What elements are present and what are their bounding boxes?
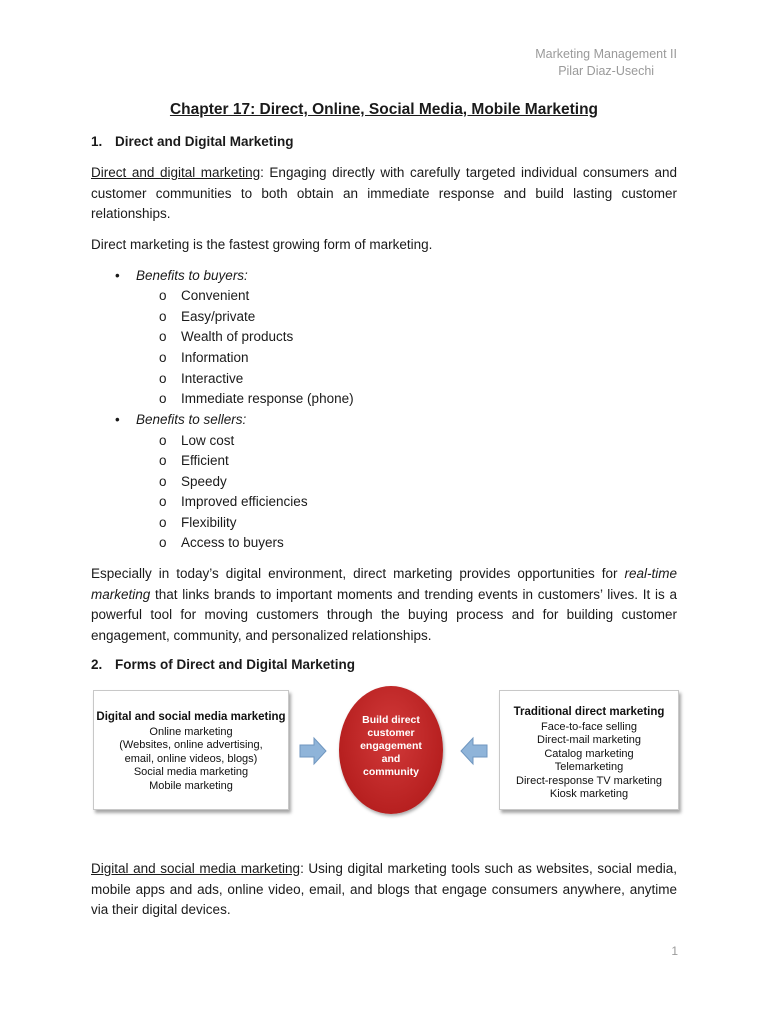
section-2-title: Forms of Direct and Digital Marketing [115,657,356,672]
sub-bullet-icon: o [159,535,167,550]
section-1-title: Direct and Digital Marketing [115,134,294,149]
sub-bullet-icon: o [159,371,167,386]
sub-bullet-icon: o [159,494,167,509]
real-time-marketing-term: real-time marketing [91,566,677,602]
fastest-growing-statement: Direct marketing is the fastest growing form of marketing. [91,237,433,252]
sub-bullet-icon: o [159,453,167,468]
circle-line: community [362,766,419,778]
sub-bullet-icon: o [159,515,167,530]
box-line: Direct-mail marketing [537,734,641,746]
box-line: Telemarketing [554,761,624,773]
chapter-title: Chapter 17: Direct, Online, Social Media, Mobile Marketing [169,101,599,118]
section-1-number: 1. [91,134,103,149]
bullet-dot-icon: • [115,268,120,283]
circle-line: Build direct [362,714,420,726]
sub-bullet-icon: o [159,309,167,324]
sub-bullet-icon: o [159,350,167,365]
definition-text: : Using digital marketing tools such as websites, social media, mobile apps and ads, online video, email, and blogs that engage consumers anywhere, anytime via their digital devices. [91,861,677,917]
section-2-heading [91,657,356,672]
document-page: Marketing Management II Pilar Diaz-Usechi Chapter 17: Direct, Online, Social Media, Mobile Marketing 1. Direct and Digital Marketing Direct and digital marketing: Engaging directly with carefully targeted individual consumers and customer communities to both obtain an immediate response and build lasting customer relationships. Direct marketing is the fastest growing form of marketing. • Benefits to buyers: o Convenient o Easy/private o Wealth of products o Information o Interactive o Immediate response (phone) • Benefits to sellers: o Low cost o Efficient o Speedy o Improved efficiencies o Flexibility o Access to buyers Especially in today’s digital environment, direct marketing provides opportunities for real-time marketing that links brands to important moments and trending events in customers’ lives. It is a powerful tool for moving customers through the buying process and for building customer engagement, community, and personalized relationships. 2. Forms of Direct and Digital Marketing Digital and social media marketing Online marketing (Websites, online advertising, email, online videos, blogs) Social media marketing Mobile marketing Build direct customer engagement and community Traditional direct marketing Face-to-face selling Direct-mail marketing Catalog marketing Telemarketing Direct-response TV marketing Kiosk marketing Digital and social media marketing: Using digital marketing tools such as websites, social media, mobile apps and ads, online video, email, and blogs that engage consumers anywhere, anytime via their digital devices. 1 [0,0,768,1024]
digital-social-definition [91,859,677,921]
box-line: Online marketing [149,725,233,738]
box-line: email, online videos, blogs) [124,752,258,765]
section-2-number: 2. [91,657,103,672]
page-number: 1 [671,944,678,958]
box-line: Mobile marketing [149,779,233,792]
author-name: Pilar Diaz-Usechi [558,64,655,78]
real-time-marketing-paragraph: Especially in today’s digital environment, direct marketing provides opportunities for real-time marketing that links brands to important moments and trending events in customers’ lives. It is a powerful tool for moving customers through the buying process and for building customer engagement, community, and personalized relationships. [91,566,677,643]
traditional-direct-box [499,690,679,810]
sub-bullet-icon: o [159,288,167,303]
bullet-label: Benefits to sellers: [136,412,247,427]
circle-line: and [381,753,401,765]
sub-bullet-icon: o [159,329,167,344]
box-line: Social media marketing [133,766,249,778]
definition-term: Digital and social media marketing [91,861,301,876]
direct-digital-definition [91,163,677,225]
box-line: Face-to-face selling [541,720,637,733]
box-title: Traditional direct marketing [513,706,665,718]
bullet-dot-icon: • [115,412,120,427]
sub-bullet-icon: o [159,474,167,489]
section-1-heading [91,134,294,149]
circle-line: customer [367,727,415,739]
course-name: Marketing Management II [535,47,677,61]
forms-diagram [0,686,768,816]
box-line: Direct-response TV marketing [516,774,662,787]
box-title: Digital and social media marketing [96,711,286,723]
circle-line: engagement [360,740,422,752]
digital-social-media-box [93,690,289,810]
arrow-left-icon [459,736,489,766]
box-line: (Websites, online advertising, [119,739,263,751]
box-line: Kiosk marketing [549,788,629,800]
arrow-right-icon [298,736,328,766]
running-header [535,46,677,80]
sub-bullet-icon: o [159,433,167,448]
sub-bullet-icon: o [159,391,167,406]
bullet-label: Benefits to buyers: [136,268,248,283]
engagement-circle [339,686,443,814]
definition-text: : Engaging directly with carefully targeted individual consumers and customer communities to both obtain an immediate response and build lasting customer relationships. [91,165,678,221]
definition-term: Direct and digital marketing [91,165,261,180]
box-line: Catalog marketing [544,747,634,760]
